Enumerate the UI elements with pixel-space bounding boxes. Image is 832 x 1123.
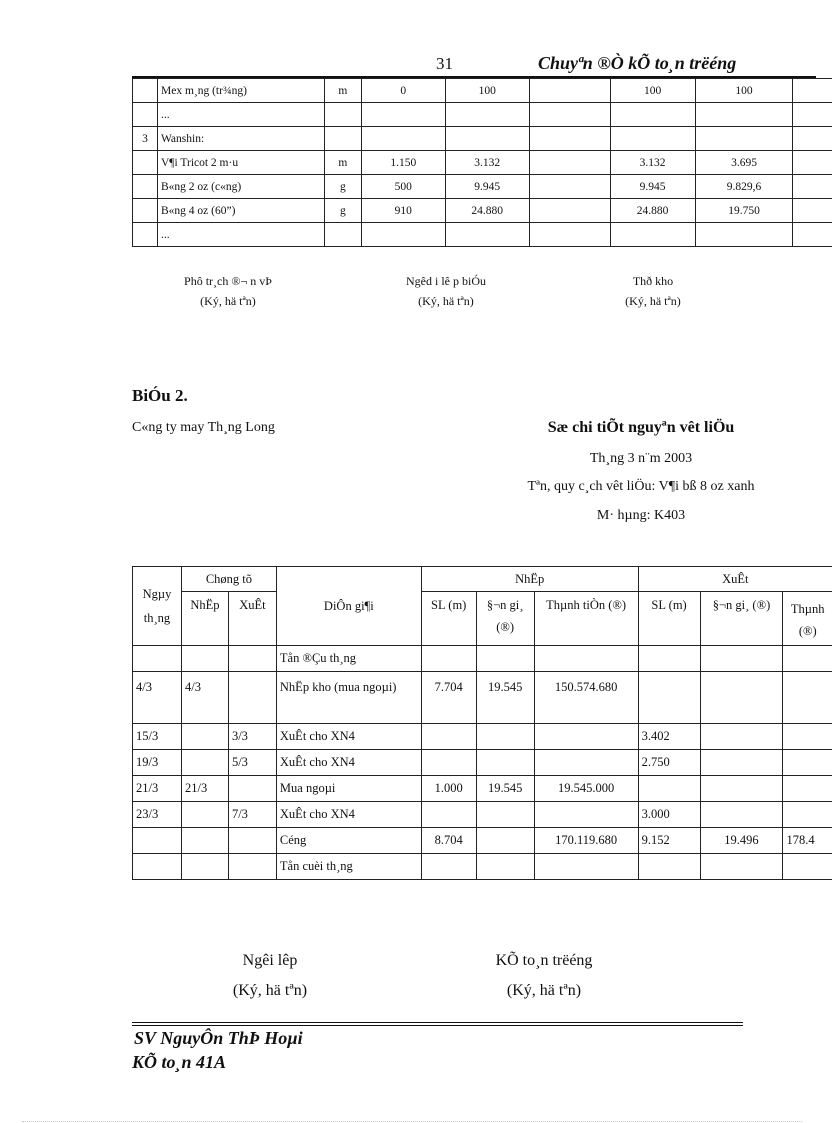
table-cell: 3/3 [228, 724, 276, 750]
table-cell [133, 828, 182, 854]
table-cell: 0 [361, 79, 445, 103]
table-cell [445, 127, 529, 151]
table-cell [324, 127, 361, 151]
signature-department-head [138, 274, 318, 309]
table-cell [793, 199, 832, 223]
header-out: XuÊt [638, 567, 832, 592]
table-cell [361, 127, 445, 151]
table-cell [793, 175, 832, 199]
table-cell: 9.945 [610, 175, 695, 199]
page-number: 31 [436, 54, 453, 73]
table-cell [793, 103, 832, 127]
table-cell [638, 672, 700, 724]
table-cell: 9.152 [638, 828, 700, 854]
table-cell [228, 776, 276, 802]
table-cell: 19.496 [700, 828, 783, 854]
table-cell [783, 854, 832, 880]
table-cell: 15/3 [133, 724, 182, 750]
book-title: Sæ chi tiÕt nguyªn vêt liÖu [547, 419, 735, 436]
table-cell [700, 802, 783, 828]
table-cell: 500 [361, 175, 445, 199]
table-cell: NhËp kho (mua ngoµi) [276, 672, 421, 724]
table-cell: B«ng 4 oz (60”) [157, 199, 324, 223]
table-cell: 19.545 [476, 776, 534, 802]
table-cell [181, 802, 228, 828]
table-cell [700, 776, 783, 802]
table-cell: m [324, 151, 361, 175]
table-cell: 21/3 [181, 776, 228, 802]
signature-note: (Ký, hä tªn) [506, 982, 582, 999]
table-cell [610, 127, 695, 151]
material-ledger-table [132, 566, 832, 880]
table-cell [783, 646, 832, 672]
table-row [133, 127, 832, 151]
table-cell [181, 854, 228, 880]
table-cell: V¶i Tricot 2 m·u [157, 151, 324, 175]
table-cell: 1.000 [421, 776, 476, 802]
table-cell [476, 854, 534, 880]
table-cell [638, 646, 700, 672]
header-date: Ngµy th¸ng [133, 567, 182, 646]
table-cell [133, 103, 158, 127]
table-cell [638, 854, 700, 880]
table-cell: 19.750 [695, 199, 793, 223]
table-cell [783, 750, 832, 776]
table-cell: 9.829,6 [695, 175, 793, 199]
table-cell: XuÊt cho XN4 [276, 724, 421, 750]
materials-table [132, 78, 832, 247]
signature-role: Thð kho [632, 274, 674, 288]
footer-rule-2 [132, 1025, 743, 1026]
table-cell: ... [157, 223, 324, 247]
signature-chief-accountant [454, 952, 634, 1000]
table-cell [181, 724, 228, 750]
table-cell [793, 79, 832, 103]
signature-role: KÕ to¸n trëéng [495, 952, 593, 969]
table-cell [228, 828, 276, 854]
table-cell: 3.402 [638, 724, 700, 750]
table-cell: ... [157, 103, 324, 127]
header-voucher: Chøng tõ [181, 567, 276, 592]
table-cell: 5/3 [228, 750, 276, 776]
table-row [133, 672, 832, 724]
table-cell [529, 79, 610, 103]
table-cell: Mua ngoµi [276, 776, 421, 802]
table-cell [529, 223, 610, 247]
table-cell: 3 [133, 127, 158, 151]
table-cell: 3.132 [445, 151, 529, 175]
table-cell: 7.704 [421, 672, 476, 724]
table-cell [133, 223, 158, 247]
table-cell [700, 646, 783, 672]
table-cell [793, 223, 832, 247]
signature-role: Ngêi lêp [242, 952, 298, 969]
table-cell [534, 750, 638, 776]
table-cell: Mex m¸ng (tr¾ng) [157, 79, 324, 103]
table-cell [421, 646, 476, 672]
table-cell: 3.695 [695, 151, 793, 175]
table-cell [476, 828, 534, 854]
footer-class: KÕ to¸n 41A [132, 1052, 227, 1072]
table-row [133, 802, 832, 828]
table-cell [421, 854, 476, 880]
table-cell: g [324, 199, 361, 223]
table-cell: 19/3 [133, 750, 182, 776]
header-out-price: §¬n gi¸ (®) [700, 592, 783, 646]
section-label: BiÓu 2. [132, 386, 188, 405]
header-voucher-in: NhËp [181, 592, 228, 646]
table-cell [700, 724, 783, 750]
table-cell: 21/3 [133, 776, 182, 802]
table-cell [421, 724, 476, 750]
footer-author: SV NguyÔn ThÞ Hoµi [134, 1028, 303, 1048]
table-cell: 24.880 [610, 199, 695, 223]
table-cell: 7/3 [228, 802, 276, 828]
table-cell [476, 750, 534, 776]
table-cell: 2.750 [638, 750, 700, 776]
chapter-title: Chuyªn ®Ò kÕ to¸n trëéng [538, 53, 737, 73]
table-cell: 100 [610, 79, 695, 103]
table-cell [529, 151, 610, 175]
table-cell: Wanshin: [157, 127, 324, 151]
period: Th¸ng 3 n¨m 2003 [589, 451, 693, 466]
table-cell [700, 854, 783, 880]
table-cell [695, 127, 793, 151]
table-cell [133, 175, 158, 199]
table-row [133, 750, 832, 776]
table-row [133, 223, 832, 247]
table-cell [228, 646, 276, 672]
table-cell [228, 672, 276, 724]
table-cell: 19.545 [476, 672, 534, 724]
table-cell [445, 223, 529, 247]
signature-note: (Ký, hä tªn) [625, 294, 681, 308]
table-cell [610, 223, 695, 247]
table-cell [638, 776, 700, 802]
table-cell [324, 103, 361, 127]
table-row [133, 151, 832, 175]
table-cell [534, 802, 638, 828]
table-cell: 4/3 [181, 672, 228, 724]
table-cell [445, 103, 529, 127]
table-cell [133, 79, 158, 103]
table-row [133, 103, 832, 127]
table-cell: Céng [276, 828, 421, 854]
table-cell [133, 151, 158, 175]
table-cell [610, 103, 695, 127]
table-cell [783, 802, 832, 828]
table-cell [534, 724, 638, 750]
table-cell [534, 646, 638, 672]
table-cell: m [324, 79, 361, 103]
table-cell: XuÊt cho XN4 [276, 750, 421, 776]
header-out-qty: SL (m) [638, 592, 700, 646]
page-bottom-rule [22, 1121, 802, 1122]
table-cell: 8.704 [421, 828, 476, 854]
signature-storekeeper [563, 274, 743, 309]
table-cell [783, 672, 832, 724]
table-row [133, 854, 832, 880]
table-cell [181, 750, 228, 776]
table-cell: XuÊt cho XN4 [276, 802, 421, 828]
table-cell [324, 223, 361, 247]
signature-preparer [356, 274, 536, 309]
footer-rule [132, 1022, 743, 1023]
table-cell [793, 151, 832, 175]
table-cell [700, 672, 783, 724]
table-cell [181, 646, 228, 672]
header-in-amount: Thµnh tiÒn (®) [534, 592, 638, 646]
table-cell [421, 750, 476, 776]
table-cell: 9.945 [445, 175, 529, 199]
header-voucher-out: XuÊt [228, 592, 276, 646]
table-cell [133, 854, 182, 880]
table-cell: 100 [695, 79, 793, 103]
table-cell [695, 223, 793, 247]
header-out-amount: Thµnh (®) [783, 592, 832, 646]
signature-note: (Ký, hä tªn) [200, 294, 256, 308]
table-cell [228, 854, 276, 880]
table-cell [793, 127, 832, 151]
table-cell: 150.574.680 [534, 672, 638, 724]
table-cell [700, 750, 783, 776]
table-cell [783, 724, 832, 750]
material-spec: Tªn, quy c¸ch vêt liÖu: V¶i bß 8 oz xanh [527, 479, 755, 494]
table-cell: 19.545.000 [534, 776, 638, 802]
table-cell: 23/3 [133, 802, 182, 828]
table-row [133, 199, 832, 223]
table-row [133, 79, 832, 103]
table-cell: 3.132 [610, 151, 695, 175]
table-row [133, 175, 832, 199]
table-cell: 3.000 [638, 802, 700, 828]
table-row [133, 828, 832, 854]
header-description: DiÔn gi¶i [276, 567, 421, 646]
header-in: NhËp [421, 567, 638, 592]
signature-note: (Ký, hä tªn) [418, 294, 474, 308]
table-row [133, 776, 832, 802]
table-cell: 1.150 [361, 151, 445, 175]
table-cell: 910 [361, 199, 445, 223]
table-row [133, 646, 832, 672]
signature-preparer-2 [180, 952, 360, 1000]
table-cell [529, 199, 610, 223]
table-cell [421, 802, 476, 828]
signature-role: Ngêd i lê p biÓu [406, 274, 486, 288]
header-in-price: §¬n gi¸ (®) [476, 592, 534, 646]
table-cell [534, 854, 638, 880]
table-cell: Tån ®Çu th¸ng [276, 646, 421, 672]
table-cell: B«ng 2 oz (c«ng) [157, 175, 324, 199]
table-cell [476, 802, 534, 828]
table-cell: g [324, 175, 361, 199]
company-name: C«ng ty may Th¸ng Long [132, 420, 275, 435]
table-cell [361, 223, 445, 247]
table-cell [476, 724, 534, 750]
table-cell: 24.880 [445, 199, 529, 223]
table-cell: 4/3 [133, 672, 182, 724]
table-cell [476, 646, 534, 672]
table-cell [133, 646, 182, 672]
table-row [133, 724, 832, 750]
table-cell [529, 175, 610, 199]
table-cell: 100 [445, 79, 529, 103]
table-cell [695, 103, 793, 127]
table-cell: 178.4 [783, 828, 832, 854]
table-cell [529, 103, 610, 127]
table-cell [783, 776, 832, 802]
table-cell: Tån cuèi th¸ng [276, 854, 421, 880]
table-cell: 170.119.680 [534, 828, 638, 854]
signature-role: Phô tr¸ch ®¬ n vÞ [184, 274, 272, 288]
table-cell [133, 199, 158, 223]
table-cell [529, 127, 610, 151]
signature-note: (Ký, hä tªn) [232, 982, 308, 999]
header-in-qty: SL (m) [421, 592, 476, 646]
table-cell [361, 103, 445, 127]
table-cell [181, 828, 228, 854]
material-code: M· hµng: K403 [596, 508, 686, 523]
